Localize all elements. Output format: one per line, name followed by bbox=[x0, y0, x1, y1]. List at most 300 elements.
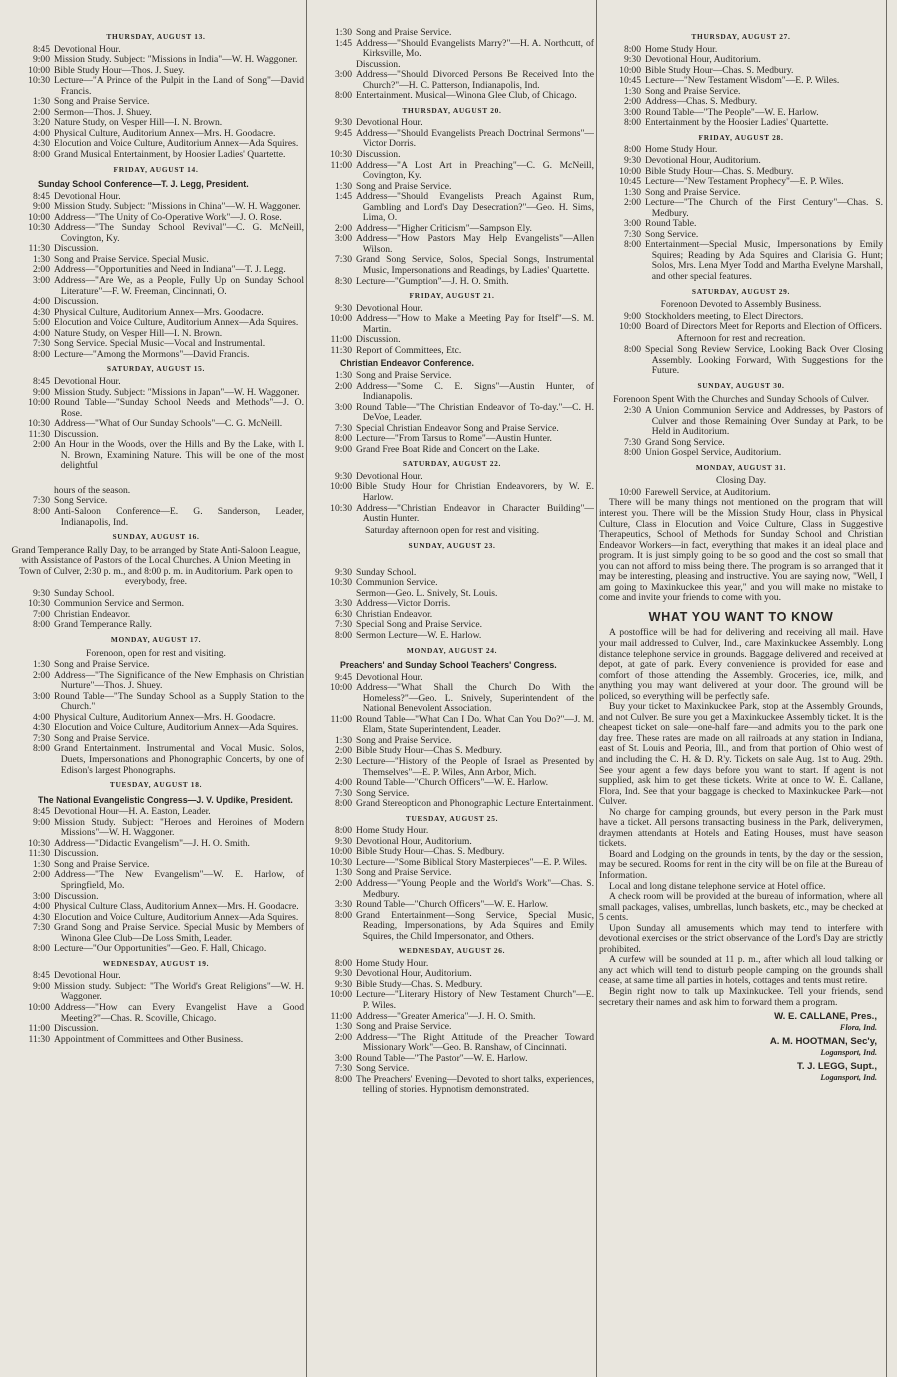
entry-time: 8:00 bbox=[334, 909, 352, 921]
entry-text: Farewell Service, at Auditorium. bbox=[645, 486, 771, 498]
entry-time: 8:45 bbox=[32, 43, 50, 55]
day-heading: WEDNESDAY, AUGUST 19. bbox=[102, 958, 210, 968]
entry-text: Lecture—"Some Biblical Story Masterpieces"—E. P. Wiles. bbox=[356, 856, 588, 868]
entry-time: 9:00 bbox=[32, 980, 50, 992]
entry-time: 3:30 bbox=[334, 899, 352, 911]
entry-text: Song and Praise Service. bbox=[356, 369, 452, 381]
entry-time: 7:00 bbox=[32, 608, 50, 620]
schedule-entry bbox=[310, 589, 594, 600]
schedule-entry bbox=[310, 403, 594, 424]
schedule-entry bbox=[310, 631, 594, 642]
schedule-entry bbox=[310, 255, 594, 276]
schedule-entry bbox=[8, 76, 304, 97]
entry-time: 8:00 bbox=[334, 90, 352, 102]
entry-time: 8:00 bbox=[334, 798, 352, 810]
entry-text: Lecture—"Gumption"—J. H. O. Smith. bbox=[356, 275, 509, 287]
entry-time: 3:00 bbox=[32, 690, 50, 702]
entry-time: 11:00 bbox=[28, 1023, 50, 1035]
schedule-entry bbox=[310, 371, 594, 382]
entry-text: Grand Temperance Rally. bbox=[54, 619, 152, 631]
entry-text: Special Song and Praise Service. bbox=[356, 619, 483, 631]
entry-text: Address—"The Significance of the New Emphasis on Christian Nurture"—Thos. J. Shuey. bbox=[54, 669, 304, 692]
entry-time: 10:30 bbox=[330, 577, 352, 589]
entry-text: Address—"How to Make a Meeting Pay for Itself"—S. M. Martin. bbox=[356, 313, 594, 335]
entry-text: Devotional Hour. bbox=[54, 190, 121, 202]
schedule-entry bbox=[599, 177, 883, 188]
entry-text: Song and Praise Service. bbox=[645, 85, 741, 97]
entry-text: Lecture—"New Testament Prophecy"—E. P. Wiles. bbox=[645, 176, 844, 188]
schedule-entry bbox=[310, 346, 594, 357]
entry-time: 8:00 bbox=[623, 43, 641, 55]
entry-text: Home Study Hour. bbox=[645, 144, 718, 156]
entry-text: Song and Praise Service. bbox=[54, 96, 150, 108]
entry-time: 2:00 bbox=[334, 878, 352, 890]
officer-signature bbox=[599, 1012, 883, 1033]
schedule-entry bbox=[310, 129, 594, 150]
schedule-entry bbox=[8, 507, 304, 528]
entry-time: 8:00 bbox=[334, 957, 352, 969]
spacer bbox=[8, 472, 304, 486]
entry-text: Song and Praise Service. Special Music. bbox=[54, 253, 209, 265]
info-paragraph: No charge for camping grounds, but every person in the Park must have a ticket. All persons transacting business in the Park, deliverymen, draymen attendants at Hotels and Eating Houses, must have season tickets. bbox=[599, 806, 883, 850]
entry-text: Discussion. bbox=[54, 296, 99, 308]
entry-text: Address—"What Shall the Church Do With the Homeless?"—Geo. L. Snively, Superintendent of the National Benevolent Association. bbox=[356, 682, 594, 715]
entry-text: Physical Culture Class, Auditorium Annex—Mrs. H. Goodacre. bbox=[54, 901, 299, 913]
entry-time: 8:00 bbox=[32, 743, 50, 755]
entry-text: Discussion. bbox=[54, 428, 99, 440]
entry-text: Physical Culture, Auditorium Annex—Mrs. H. Goodacre. bbox=[54, 127, 276, 139]
entry-time: 4:00 bbox=[32, 327, 50, 339]
entry-text: Devotional Hour, Auditorium. bbox=[645, 54, 761, 66]
entry-time: 8:45 bbox=[32, 970, 50, 982]
entry-time: 7:30 bbox=[334, 787, 352, 799]
entry-text: Address—"Are We, as a People, Fully Up on Sunday School Literature"—F. W. Freeman, Cincinnati, O. bbox=[54, 275, 304, 297]
program-column-3 bbox=[599, 28, 883, 1373]
entry-text: Sunday School. bbox=[54, 587, 115, 599]
entry-time: 10:45 bbox=[619, 75, 641, 87]
program-column-1 bbox=[8, 28, 304, 1373]
schedule-entry bbox=[8, 744, 304, 776]
entry-time: 8:00 bbox=[32, 943, 50, 955]
entry-time: 9:30 bbox=[32, 587, 50, 599]
conference-heading: The National Evangelistic Congress—J. V. Updike, President. bbox=[38, 794, 293, 805]
entry-text: Address—"Should Evangelists Preach Doctrinal Sermons"—Victor Dorris. bbox=[356, 127, 594, 150]
entry-text: Mission Study. Subject: "Missions in China"—W. H. Waggoner. bbox=[54, 201, 301, 213]
entry-text: Devotional Hour, Auditorium. bbox=[356, 968, 472, 980]
entry-text: Special Christian Endeavor Song and Praise Service. bbox=[356, 422, 559, 434]
day-heading: SATURDAY, AUGUST 22. bbox=[402, 459, 502, 469]
entry-text: Home Study Hour. bbox=[356, 825, 429, 837]
entry-text: Discussion. bbox=[54, 848, 99, 860]
entry-time: 10:00 bbox=[330, 989, 352, 1001]
entry-text: Address—"Didactic Evangelism"—J. H. O. Smith. bbox=[54, 837, 250, 849]
schedule-entry bbox=[8, 419, 304, 430]
entry-text: Entertainment. Musical—Winona Glee Club, of Chicago. bbox=[356, 90, 577, 102]
entry-time: 10:00 bbox=[28, 397, 50, 409]
entry-time: 2:00 bbox=[32, 264, 50, 276]
entry-time: 8:00 bbox=[334, 825, 352, 837]
entry-time: 10:30 bbox=[330, 856, 352, 868]
entry-time: 10:00 bbox=[330, 481, 352, 493]
schedule-note: Closing Day. bbox=[715, 475, 766, 487]
entry-text: Song and Praise Service. bbox=[54, 659, 150, 671]
entry-text: Song Service. bbox=[54, 495, 108, 507]
schedule-entry bbox=[8, 486, 304, 497]
entry-text: Devotional Hour—H. A. Easton, Leader. bbox=[54, 806, 211, 818]
entry-time: 8:00 bbox=[32, 348, 50, 360]
entry-time: 9:00 bbox=[32, 201, 50, 213]
entry-time: 4:00 bbox=[32, 711, 50, 723]
entry-time: 9:00 bbox=[623, 310, 641, 322]
schedule-entry bbox=[8, 620, 304, 631]
day-heading: SATURDAY, AUGUST 15. bbox=[106, 364, 206, 374]
entry-time: 7:30 bbox=[623, 436, 641, 448]
entry-time: 7:30 bbox=[32, 922, 50, 934]
entry-text: Christian Endeavor. bbox=[356, 608, 433, 620]
entry-time: 4:30 bbox=[32, 306, 50, 318]
entry-text: Lecture—"Our Opportunities"—Geo. F. Hall, Chicago. bbox=[54, 943, 267, 955]
entry-time: 3:00 bbox=[334, 401, 352, 413]
entry-text: Round Table—"The Christian Endeavor of To-day."—C. H. DeVoe, Leader. bbox=[356, 401, 594, 424]
entry-text: Song and Praise Service. bbox=[356, 734, 452, 746]
entry-text: Physical Culture, Auditorium Annex—Mrs. Goodacre. bbox=[54, 306, 264, 318]
entry-time: 1:30 bbox=[623, 186, 641, 198]
conference-heading: Preachers' and Sunday School Teachers' Congress. bbox=[340, 660, 557, 671]
entry-text: Mission study. Subject: "The World's Great Religions"—W. H. Waggoner. bbox=[54, 980, 304, 1003]
schedule-entry bbox=[8, 97, 304, 108]
entry-time: 9:30 bbox=[334, 302, 352, 314]
schedule-entry bbox=[310, 683, 594, 715]
entry-text: Mission Study. Subject: "Missions in India"—W. H. Waggoner. bbox=[54, 54, 298, 66]
entry-time: 10:30 bbox=[330, 149, 352, 161]
entry-text: Bible Study Hour—Chas. S. Medbury. bbox=[645, 64, 794, 76]
schedule-entry bbox=[599, 322, 883, 333]
entry-text: Devotional Hour. bbox=[356, 302, 423, 314]
entry-time: 9:00 bbox=[32, 816, 50, 828]
entry-time: 9:00 bbox=[334, 443, 352, 455]
program-column-2 bbox=[310, 28, 594, 1373]
day-heading: MONDAY, AUGUST 17. bbox=[110, 634, 202, 644]
entry-time: 1:30 bbox=[334, 180, 352, 192]
schedule-entry bbox=[310, 70, 594, 91]
entry-text: Round Table—"Sunday School Needs and Methods"—J. O. Rose. bbox=[54, 397, 304, 419]
schedule-entry bbox=[310, 990, 594, 1011]
info-paragraph: A check room will be provided at the bureau of information, where all small packages, valises, umbrellas, lunch baskets, etc., may be checked at 5 cents. bbox=[599, 891, 883, 924]
schedule-entry bbox=[310, 504, 594, 525]
day-heading: WEDNESDAY, AUGUST 26. bbox=[398, 946, 506, 956]
entry-time: 8:00 bbox=[623, 117, 641, 129]
entry-time: 4:00 bbox=[32, 296, 50, 308]
schedule-entry bbox=[8, 610, 304, 621]
entry-time: 10:00 bbox=[330, 846, 352, 858]
entry-text: Christian Endeavor. bbox=[54, 608, 131, 620]
entry-time: 8:45 bbox=[32, 375, 50, 387]
entry-time: 10:30 bbox=[28, 598, 50, 610]
entry-text: Special Song Review Service, Looking Back Over Closing Assembly. Looking Forward, With Suggestions for the Future. bbox=[645, 344, 883, 377]
entry-time: 9:30 bbox=[623, 54, 641, 66]
entry-text: Home Study Hour. bbox=[356, 957, 429, 969]
entry-text: Devotional Hour. bbox=[54, 43, 121, 55]
entry-text: Lecture—"A Prince of the Pulpit in the Land of Song"—David Francis. bbox=[54, 75, 304, 97]
schedule-entry bbox=[8, 398, 304, 419]
entry-text: Lecture—"The Church of the First Century"—Chas. S. Medbury. bbox=[645, 197, 883, 219]
entry-text: Mission Study. Subject: "Missions in Japan"—W. H. Waggoner. bbox=[54, 386, 300, 398]
entry-time: 11:00 bbox=[330, 334, 352, 346]
day-heading: SUNDAY, AUGUST 30. bbox=[697, 380, 785, 390]
entry-text: Address—Chas. S. Medbury. bbox=[645, 96, 758, 108]
entry-text: Communion Service. bbox=[356, 577, 438, 589]
entry-text: Song and Praise Service. bbox=[54, 732, 150, 744]
entry-time: 1:30 bbox=[334, 867, 352, 879]
entry-text: Entertainment by the Hoosier Ladies' Quartette. bbox=[645, 117, 829, 129]
entry-text: Address—"How can Every Evangelist Have a Good Meeting?"—Chas. R. Scoville, Chicago. bbox=[54, 1002, 304, 1024]
entry-text: The Preachers' Evening—Devoted to short talks, experiences, telling of stories. Hypnotism demonstrated. bbox=[356, 1073, 594, 1096]
entry-time: 9:30 bbox=[334, 566, 352, 578]
entry-text: Address—"How Pastors May Help Evangelists"—Allen Wilson. bbox=[356, 233, 594, 255]
entry-time: 8:00 bbox=[623, 344, 641, 356]
entry-time: 10:00 bbox=[28, 1002, 50, 1014]
entry-time: 9:30 bbox=[334, 968, 352, 980]
entry-time: 7:30 bbox=[334, 619, 352, 631]
entry-time: 10:30 bbox=[28, 837, 50, 849]
schedule-entry bbox=[310, 1012, 594, 1023]
info-paragraph: Begin right now to talk up Maxinkuckee. Tell your friends, send secretary their names and ask him to forward them a program. bbox=[599, 986, 883, 1008]
entry-text: Devotional Hour, Auditorium. bbox=[356, 835, 472, 847]
entry-text: Address—"The Sunday School Revival"—C. G. McNeill, Covington, Ky. bbox=[54, 222, 304, 244]
entry-text: Sermon—Geo. L. Snively, St. Louis. bbox=[356, 587, 498, 599]
entry-time: 2:00 bbox=[334, 222, 352, 234]
entry-text: Round Table—"The Sunday School as a Supply Station to the Church." bbox=[54, 690, 304, 713]
entry-time: 1:30 bbox=[334, 369, 352, 381]
entry-text: Address—"What of Our Sunday Schools"—C. G. McNeill. bbox=[54, 418, 283, 430]
entry-text: Address—"Greater America"—J. H. O. Smith. bbox=[356, 1010, 536, 1022]
entry-time: 3:00 bbox=[623, 218, 641, 230]
entry-text: Devotional Hour. bbox=[356, 470, 423, 482]
schedule-entry bbox=[8, 692, 304, 713]
entry-time: 10:45 bbox=[619, 176, 641, 188]
officer-signature bbox=[599, 1062, 883, 1083]
entry-text: Anti-Saloon Conference—E. G. Sanderson, Leader, Indianapolis, Ind. bbox=[54, 505, 304, 528]
schedule-entry bbox=[599, 198, 883, 219]
schedule-entry bbox=[8, 818, 304, 839]
schedule-entry bbox=[310, 858, 594, 869]
entry-text: Home Study Hour. bbox=[645, 43, 718, 55]
entry-time: 3:00 bbox=[334, 69, 352, 81]
entry-time: 2:00 bbox=[334, 745, 352, 757]
entry-time: 2:00 bbox=[623, 96, 641, 108]
entry-time: 9:30 bbox=[334, 978, 352, 990]
entry-time: 7:30 bbox=[623, 228, 641, 240]
entry-time: 8:00 bbox=[623, 144, 641, 156]
conference-heading: Christian Endeavor Conference. bbox=[340, 358, 474, 369]
schedule-entry bbox=[310, 1033, 594, 1054]
info-paragraph: Board and Lodging on the grounds in tents, by the day or the session, may be secured. Rooms for rent in the city will be on file at the Bureau of Information. bbox=[599, 848, 883, 882]
entry-text: Song Service. bbox=[356, 787, 410, 799]
schedule-entry bbox=[310, 28, 594, 39]
schedule-entry bbox=[599, 219, 883, 230]
schedule-entry bbox=[310, 314, 594, 335]
schedule-entry bbox=[8, 377, 304, 388]
entry-time: 3:20 bbox=[32, 117, 50, 129]
entry-text: Lecture—"Literary History of New Testament Church"—E. P. Wiles. bbox=[356, 989, 594, 1012]
entry-time: 11:30 bbox=[28, 243, 50, 255]
entry-text: Round Table—"The People"—W. E. Harlow. bbox=[645, 106, 819, 118]
entry-text: Grand Song Service, Solos, Special Songs, Instrumental Music, Impersonations and Readings, by Ladies' Quartette. bbox=[356, 254, 594, 277]
entry-text: Address—"Some C. E. Signs"—Austin Hunter, of Indianapolis. bbox=[356, 380, 594, 403]
entry-time: 4:30 bbox=[32, 911, 50, 923]
entry-time: 11:00 bbox=[330, 713, 352, 725]
schedule-entry bbox=[8, 944, 304, 955]
entry-text: Devotional Hour. bbox=[54, 375, 121, 387]
entry-time: 8:00 bbox=[32, 505, 50, 517]
entry-text: Entertainment—Special Music, Impersonations by Emily Squires; Reading by Ada Squires and Clarisia G. Hunt; Solos, Mrs. Lena Myer Todd and Martha Evelyne Marshall, and other special features. bbox=[645, 239, 883, 283]
entry-text: Devotional Hour. bbox=[356, 117, 423, 129]
entry-time: 3:00 bbox=[32, 890, 50, 902]
entry-time: 8:45 bbox=[32, 806, 50, 818]
entry-text: Physical Culture, Auditorium Annex—Mrs. H. Goodacre. bbox=[54, 711, 276, 723]
schedule-entry bbox=[8, 870, 304, 891]
schedule-entry bbox=[599, 240, 883, 282]
entry-time: 9:00 bbox=[32, 386, 50, 398]
conference-heading: Sunday School Conference—T. J. Legg, President. bbox=[38, 179, 249, 190]
entry-text: Song and Praise Service. bbox=[356, 180, 452, 192]
schedule-entry bbox=[8, 923, 304, 944]
schedule-note: Afternoon for rest and recreation. bbox=[676, 332, 806, 344]
entry-text: Nature Study, on Vesper Hill—I. N. Brown. bbox=[54, 117, 223, 129]
schedule-entry bbox=[310, 91, 594, 102]
info-paragraph: Buy your ticket to Maxinkuckee Park, stop at the Assembly Grounds, and not Culver. Be sure you get a Maxinkuckee Assembly ticket. It is the cheapest ticket on sale—one-half fare—and admits you to the park one day free. These rates are made on all railroads at any station in Indiana, east of St. Louis and Peoria, Ill., and from that portion of Ohio west of and including the C. H. & D. R'y. Tickets on sale Aug. 1st to Aug. 29th. See your agent a few days before you want to start. If agent is not supplied, ask him to get these tickets. Write at once to W. E. Callane, Flora, Ind. See that your baggage is checked to Maxinkuckee Park—not Culver. bbox=[599, 701, 883, 808]
schedule-note: Forenoon Spent With the Churches and Sunday Schools of Culver. bbox=[613, 393, 869, 405]
entry-time: 2:00 bbox=[334, 1031, 352, 1043]
entry-text: Lecture—"From Tarsus to Rome"—Austin Hunter. bbox=[356, 433, 552, 445]
entry-text: Board of Directors Meet for Reports and Election of Officers. bbox=[645, 321, 882, 333]
schedule-entry bbox=[599, 406, 883, 438]
entry-text: Union Gospel Service, Auditorium. bbox=[645, 447, 782, 459]
schedule-entry bbox=[310, 911, 594, 943]
entry-time: 10:30 bbox=[28, 222, 50, 234]
schedule-entry bbox=[310, 161, 594, 182]
entry-text: Song and Praise Service. bbox=[645, 186, 741, 198]
entry-time: 8:00 bbox=[334, 629, 352, 641]
entry-text: Appointment of Committees and Other Business. bbox=[54, 1033, 244, 1045]
schedule-entry bbox=[8, 599, 304, 610]
entry-text: Grand Stereopticon and Phonographic Lecture Entertainment. bbox=[356, 798, 594, 810]
entry-time: 10:00 bbox=[619, 165, 641, 177]
entry-text: Address—"Christian Endeavor in Character Building"—Austin Hunter. bbox=[356, 502, 594, 525]
entry-text: Sermon Lecture—W. E. Harlow. bbox=[356, 629, 482, 641]
entry-text: Mission Study. Subject: "Heroes and Heroines of Modern Missions"—W. H. Waggoner. bbox=[54, 816, 304, 839]
entry-time: 1:30 bbox=[32, 858, 50, 870]
day-heading: MONDAY, AUGUST 24. bbox=[406, 645, 498, 655]
column-rule-1 bbox=[306, 0, 307, 1377]
schedule-note: Grand Temperance Rally Day, to be arranged by State Anti-Saloon League, with Assistance of Pastors of the Local Churches. A Union Meeting in Town of Culver, 2:30 p. m., and 8:00 p. m. in Auditorium. Park open to everybody, free. bbox=[11, 544, 301, 588]
day-heading: FRIDAY, AUGUST 28. bbox=[698, 132, 784, 142]
entry-time: 3:00 bbox=[334, 1052, 352, 1064]
entry-time: 9:30 bbox=[334, 117, 352, 129]
entry-text: Address—"Should Divorced Persons Be Received Into the Church?"—H. C. Patterson, Indianapolis, Ind. bbox=[356, 69, 594, 91]
schedule-entry bbox=[8, 440, 304, 472]
entry-text: Address—Victor Dorris. bbox=[356, 598, 451, 610]
entry-text: Lecture—"History of the People of Israel as Presented by Themselves"—E. P. Wiles, Ann Arbor, Mich. bbox=[356, 756, 594, 778]
entry-time: 8:30 bbox=[334, 275, 352, 287]
entry-text: Lecture—"New Testament Wisdom"—E. P. Wiles. bbox=[645, 75, 840, 87]
entry-text: Sunday School. bbox=[356, 566, 417, 578]
schedule-entry bbox=[8, 723, 304, 734]
entry-text: Grand Free Boat Ride and Concert on the Lake. bbox=[356, 443, 540, 455]
info-paragraph: A postoffice will be had for delivering and receiving all mail. Have your mail addressed to Culver, Ind., care Maxinkuckee Assembly. Long distance telephone service in grounds. Baggage delivered and received at depot, at gate of park. Every convenience is provided for ease and comfort of those attending the Assembly. Groceries, ice, milk, and anything you may want delivered at your door. The ground will be policed, so everything will be perfectly safe. bbox=[599, 627, 883, 702]
entry-time: 1:30 bbox=[32, 659, 50, 671]
entry-text: Bible Study Hour for Christian Endeavorers, by W. E. Harlow. bbox=[356, 481, 594, 503]
entry-time: 8:00 bbox=[623, 239, 641, 251]
entry-text: Discussion. bbox=[54, 243, 99, 255]
entry-text: An Hour in the Woods, over the Hills and By the Lake, with I. N. Brown, Examining Nature. This will be one of the most delightful bbox=[54, 439, 304, 472]
entry-text: Address—"Should Evangelists Marry?"—H. A. Northcutt, of Kirksville, Mo. bbox=[356, 37, 594, 60]
schedule-entry bbox=[310, 39, 594, 60]
entry-text: Bible Study Hour—Chas. S. Medbury. bbox=[356, 846, 505, 858]
entry-text: Discussion. bbox=[54, 890, 99, 902]
entry-text: Bible Study—Chas. S. Medbury. bbox=[356, 978, 483, 990]
info-paragraph: Local and long distane telephone service at Hotel office. bbox=[609, 880, 826, 892]
entry-time: 11:30 bbox=[330, 344, 352, 356]
schedule-entry bbox=[310, 599, 594, 610]
entry-time: 10:30 bbox=[28, 75, 50, 87]
info-paragraph: There will be many things not mentioned on the program that will interest you. There will be the Mission Study Hour, class in Physical Culture, Class in Elocution and Voice Culture, Class in Suggestive Therapeutics, School of Methods for Sunday School and Christian Endeavor Workers—in fact, everything that makes it an ideal place and program. It is just simply going to be so good and the cost so small that you can not afford to miss being there. The program is so arranged that it may be interesting, pleasing and instructive. You are saying now, "Well, I am going to Maxinkuckee this year," and you will make no mistake to come and invite your friends to come with you. bbox=[599, 497, 883, 604]
day-heading: MONDAY, AUGUST 31. bbox=[695, 462, 787, 472]
entry-time: 8:00 bbox=[334, 1073, 352, 1085]
entry-time: 7:30 bbox=[334, 254, 352, 266]
schedule-entry bbox=[310, 799, 594, 810]
entry-time: 1:30 bbox=[32, 253, 50, 265]
officer-location: Flora, Ind. bbox=[839, 1022, 877, 1032]
entry-text: Song and Praise Service. bbox=[356, 1021, 452, 1033]
entry-time: 2:30 bbox=[334, 756, 352, 767]
entry-text: Address—"Young People and the World's Work"—Chas. S. Medbury. bbox=[356, 878, 594, 900]
entry-text: Song and Praise Service. bbox=[356, 867, 452, 879]
day-heading: SUNDAY, AUGUST 23. bbox=[408, 541, 496, 551]
entry-time: 7:30 bbox=[32, 495, 50, 507]
schedule-entry bbox=[599, 448, 883, 459]
entry-time: 2:00 bbox=[32, 106, 50, 118]
entry-time: 7:30 bbox=[334, 422, 352, 434]
entry-time: 8:00 bbox=[334, 433, 352, 445]
entry-time: 10:30 bbox=[330, 502, 352, 514]
entry-time: 9:00 bbox=[32, 54, 50, 66]
entry-time: 3:00 bbox=[32, 275, 50, 287]
entry-time: 2:00 bbox=[334, 380, 352, 392]
entry-text: Bible Study Hour—Chas S. Medbury. bbox=[356, 745, 502, 757]
entry-time: 8:45 bbox=[32, 190, 50, 202]
entry-time: 2:00 bbox=[623, 197, 641, 209]
day-heading: SATURDAY, AUGUST 29. bbox=[691, 286, 791, 296]
day-heading: FRIDAY, AUGUST 21. bbox=[409, 291, 495, 301]
entry-time: 1:45 bbox=[334, 37, 352, 49]
schedule-entry bbox=[8, 150, 304, 161]
schedule-note: Saturday afternoon open for rest and visiting. bbox=[365, 524, 539, 536]
officer-name: W. E. CALLANE, Pres., bbox=[774, 1011, 877, 1023]
spacer bbox=[310, 554, 594, 568]
entry-time: 8:00 bbox=[32, 149, 50, 161]
schedule-entry bbox=[310, 277, 594, 288]
entry-text: A Union Communion Service and Addresses, by Pastors of Culver and those Remaining Over Sunday at Park, to be Held in Auditorium. bbox=[645, 405, 883, 438]
schedule-entry bbox=[8, 671, 304, 692]
schedule-entry bbox=[8, 223, 304, 244]
entry-text: Report of Committees, Etc. bbox=[356, 344, 462, 356]
entry-text: Grand Song and Praise Service. Special Music by Members of Winona Glee Club—De Loss Smith, Leader. bbox=[54, 922, 304, 944]
schedule-entry bbox=[310, 482, 594, 503]
entry-text: Discussion. bbox=[356, 58, 401, 70]
schedule-entry bbox=[310, 234, 594, 255]
entry-text: Discussion. bbox=[54, 1023, 99, 1035]
